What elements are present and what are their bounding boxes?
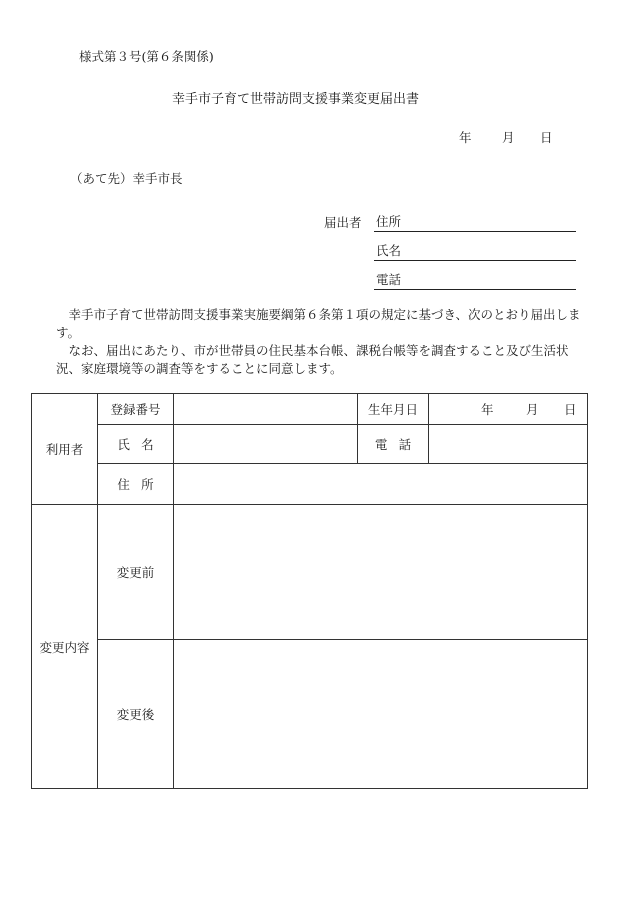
name-label: 氏名	[98, 425, 174, 464]
applicant-label: 届出者	[324, 215, 362, 230]
date-day-unit: 日	[540, 130, 553, 145]
birth-month-unit: 月	[526, 402, 539, 417]
user-section-label: 利用者	[32, 394, 98, 505]
after-change-label: 変更後	[98, 640, 174, 789]
addressee: （あて先）幸手市長	[70, 171, 183, 186]
phone-field[interactable]	[429, 425, 588, 464]
phone-label: 電話	[358, 425, 429, 464]
change-section-label: 変更内容	[32, 505, 98, 789]
name-field[interactable]	[174, 425, 358, 464]
applicant-address-label: 住所	[376, 213, 402, 229]
change-form-table	[31, 393, 588, 789]
applicant-address-field[interactable]	[374, 213, 576, 232]
birth-date-field[interactable]	[429, 394, 588, 425]
before-change-field[interactable]	[174, 505, 588, 640]
declaration-text	[56, 306, 586, 378]
birth-day-unit: 日	[564, 402, 577, 417]
form-title: 幸手市子育て世帯訪問支援事業変更届出書	[172, 92, 420, 107]
applicant-name-field[interactable]	[374, 242, 576, 261]
applicant-phone-field[interactable]	[374, 271, 576, 290]
date-year-unit: 年	[459, 130, 472, 145]
declaration-paragraph-2: なお、届出にあたり、市が世帯員の住民基本台帳、課税台帳等を調査すること及び生活状況、家庭環境等の調査等をすることに同意します。	[56, 343, 569, 376]
before-change-label: 変更前	[98, 505, 174, 640]
declaration-paragraph-1: 幸手市子育て世帯訪問支援事業実施要綱第６条第１項の規定に基づき、次のとおり届出します。	[56, 307, 581, 340]
registration-number-field[interactable]	[174, 394, 358, 425]
birth-year-unit: 年	[481, 402, 494, 417]
birth-date-label: 生年月日	[358, 394, 429, 425]
applicant-phone-label: 電話	[376, 271, 402, 287]
form-number: 様式第３号(第６条関係)	[79, 49, 214, 64]
address-field[interactable]	[174, 464, 588, 505]
address-label: 住所	[98, 464, 174, 505]
applicant-name-label: 氏名	[376, 242, 402, 258]
date-month-unit: 月	[502, 130, 515, 145]
after-change-field[interactable]	[174, 640, 588, 789]
registration-number-label: 登録番号	[98, 394, 174, 425]
